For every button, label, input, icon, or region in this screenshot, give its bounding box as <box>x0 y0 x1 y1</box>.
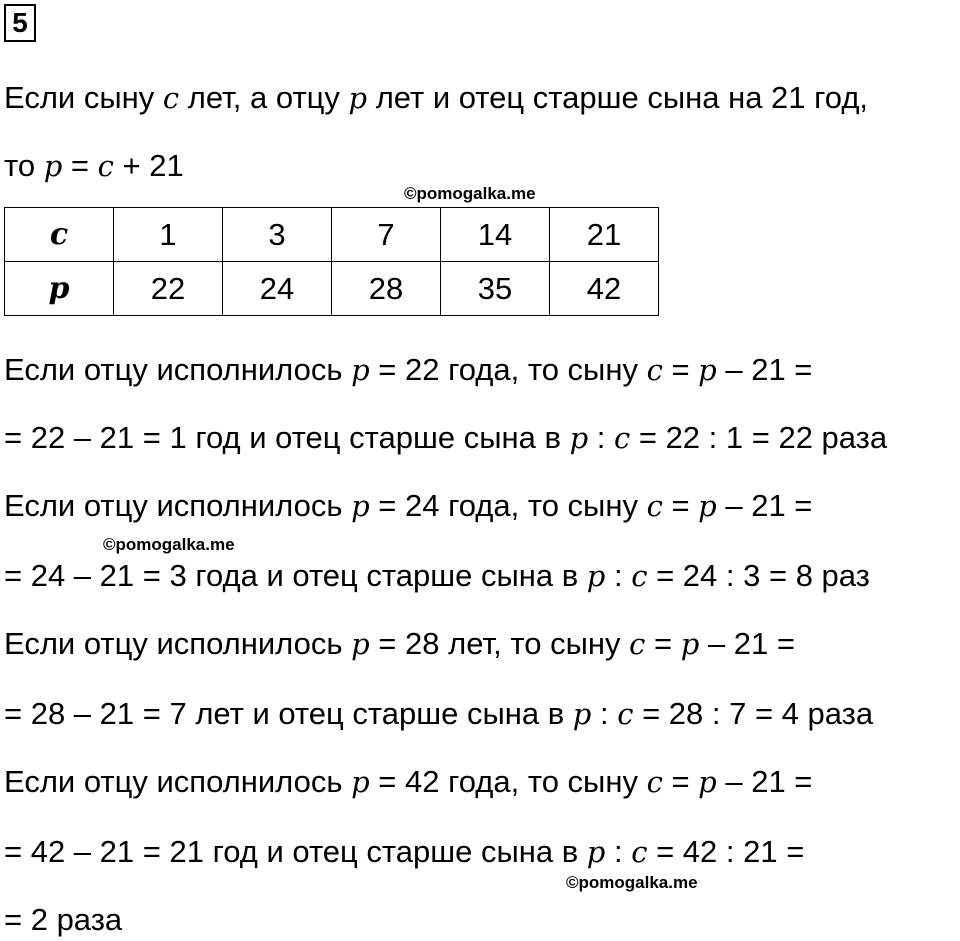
intro-line-2 <box>4 150 184 181</box>
text: = <box>662 488 699 523</box>
text: = <box>62 148 98 183</box>
table-header-p: p <box>5 262 114 316</box>
table-cell: 3 <box>223 208 332 262</box>
table-cell: 14 <box>441 208 550 262</box>
case-4-line-2 <box>4 836 804 867</box>
variable-c: c <box>97 149 114 183</box>
case-2-line-1 <box>4 490 812 521</box>
variable-c: c <box>629 627 646 661</box>
variable-p: p <box>351 765 370 799</box>
text: : <box>605 558 632 593</box>
text: = 22 года, то сыну <box>369 352 647 387</box>
text: – 21 = <box>716 488 813 523</box>
table-cell: 24 <box>223 262 332 316</box>
case-4-line-1 <box>4 766 812 797</box>
text: = 42 : 21 = <box>647 834 805 869</box>
text: Если отцу исполнилось <box>4 626 352 661</box>
text: Если отцу исполнилось <box>4 488 352 523</box>
table-cell: 42 <box>550 262 659 316</box>
text: = <box>662 764 699 799</box>
text: = 28 лет, то сыну <box>369 626 630 661</box>
task-number-box <box>4 4 36 42</box>
table-cell: 1 <box>114 208 223 262</box>
text: лет и отец старше сына на 21 год, <box>367 80 869 115</box>
variable-p: p <box>351 353 370 387</box>
watermark: ©pomogalka.me <box>404 184 536 203</box>
text: то <box>4 148 44 183</box>
variable-p: p <box>572 697 592 731</box>
table-cell: 22 <box>114 262 223 316</box>
text: : <box>591 696 618 731</box>
variable-p: p <box>698 765 717 799</box>
text: = <box>662 352 699 387</box>
watermark: ©pomogalka.me <box>103 535 235 554</box>
variable-p: p <box>698 353 717 387</box>
case-4-line-3: = 2 раза <box>4 902 123 937</box>
table-header-c: c <box>5 208 114 262</box>
variable-c: c <box>631 559 648 593</box>
text: = 24 – 21 = 3 года и отец старше сына в <box>4 558 587 593</box>
variable-p: p <box>43 149 63 183</box>
text: = <box>645 626 681 661</box>
variable-p: p <box>586 559 606 593</box>
variable-p: p <box>351 627 370 661</box>
variable-c: c <box>162 81 180 115</box>
table-cell: 21 <box>550 208 659 262</box>
text: = 42 года, то сыну <box>369 764 647 799</box>
variable-c: c <box>617 697 634 731</box>
variable-p: p <box>569 421 589 455</box>
text: Если отцу исполнилось <box>4 764 352 799</box>
variable-c: c <box>613 421 631 455</box>
text: + 21 <box>113 148 184 183</box>
table-cell: 28 <box>332 262 441 316</box>
text: – 21 = <box>699 626 795 661</box>
text: лет, а отцу <box>179 80 349 115</box>
variable-p: p <box>698 489 717 523</box>
variable-p: p <box>351 489 370 523</box>
text: = 24 года, то сыну <box>369 488 647 523</box>
table-cell: 7 <box>332 208 441 262</box>
text: : <box>605 834 632 869</box>
text: Если сыну <box>4 80 163 115</box>
case-3-line-1 <box>4 628 795 659</box>
text: – 21 = <box>716 764 813 799</box>
text: = 42 – 21 = 21 год и отец старше сына в <box>4 834 587 869</box>
intro-line-1 <box>4 82 868 113</box>
text: = 28 – 21 = 7 лет и отец старше сына в <box>4 696 573 731</box>
variable-p: p <box>586 835 606 869</box>
table-row-p <box>5 262 659 316</box>
text: = 22 – 21 = 1 год и отец старше сына в <box>4 420 570 455</box>
variable-c: c <box>631 835 648 869</box>
watermark: ©pomogalka.me <box>566 873 698 892</box>
table-row-c <box>5 208 659 262</box>
variable-c: c <box>646 489 663 523</box>
text: Если отцу исполнилось <box>4 352 352 387</box>
variable-c: c <box>646 353 663 387</box>
case-1-line-1 <box>4 354 812 385</box>
text: – 21 = <box>716 352 813 387</box>
variable-c: c <box>646 765 663 799</box>
case-2-line-2 <box>4 560 870 591</box>
values-table <box>4 207 659 316</box>
text: = 24 : 3 = 8 раз <box>647 558 870 593</box>
case-3-line-2 <box>4 698 873 729</box>
variable-p: p <box>348 81 368 115</box>
case-1-line-2 <box>4 422 887 453</box>
table-cell: 35 <box>441 262 550 316</box>
text: : <box>588 420 614 455</box>
variable-p: p <box>680 627 700 661</box>
text: = 28 : 7 = 4 раза <box>633 696 874 731</box>
task-number: 5 <box>12 7 28 38</box>
text: = 22 : 1 = 22 раза <box>630 420 888 455</box>
